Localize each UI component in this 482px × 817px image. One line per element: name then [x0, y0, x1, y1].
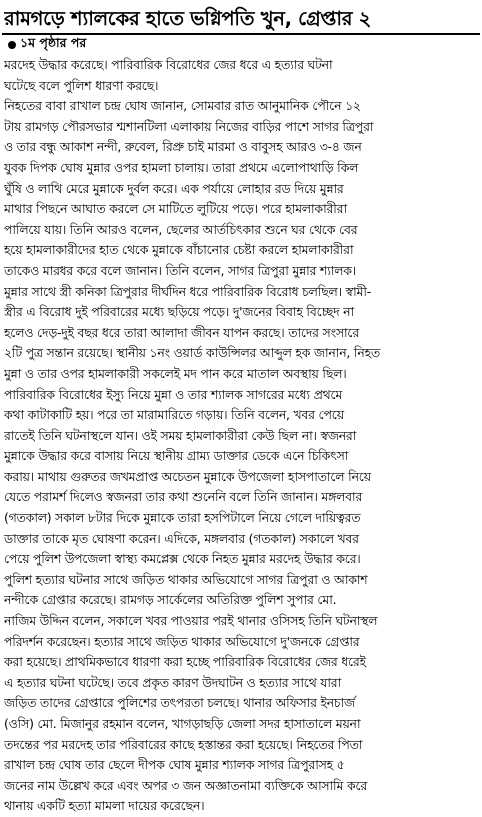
article-line: ঘটেছে বলে পুলিশ ধারণা করছে। [4, 77, 159, 93]
article-line: থানায় একটি হত্যা মামলা দায়ের করেছেন। [4, 798, 205, 814]
article-line: এ হত্যার ঘটনা ঘটেছে। তবে প্রকৃত কারণ উদঘাটন ও হত্যার সাথে যারা [4, 674, 342, 690]
article-line: পারিবারিক বিরোধের ইস্যু নিয়ে মুন্না ও তার শ্যালক সাগরের মধ্যে প্রথমে [4, 386, 343, 402]
article-line: মরদেহ উদ্ধার করেছে। পারিবারিক বিরোধের জের ধরে এ হত্যার ঘটনা [4, 57, 333, 72]
article-line: মুন্না ও তার ওপর হামলাকারী সকলেই মদ পান করে মাতাল অবস্থায় ছিল। [4, 365, 347, 381]
article-line: ডাক্তার তাকে মৃত ঘোষণা করেন। এদিকে, মঙ্গলবার (গতকাল) সকালে খবর [4, 530, 359, 546]
article-line: পরিদর্শন করেছেন। হত্যার সাথে জড়িত থাকার অভিযোগে দু'জনকে গ্রেপ্তার [4, 633, 360, 649]
article-line: তদন্তের পর মরদেহ তার পরিবারের কাছে হস্তান্তর করা হয়েছে। নিহতের পিতা [4, 736, 363, 752]
article-line: নিহতের বাবা রাখাল চন্দ্র ঘোষ জানান, সোমবার রাত আনুমানিক পৌনে ১২ [4, 98, 361, 114]
article-line: পুলিশ হত্যার ঘটনার সাথে জড়িত থাকার অভিযোগে সাগর ত্রিপুরা ও আকাশ [4, 571, 368, 587]
article-line: করায়। মাথায় গুরুতর জখমপ্রাপ্ত অচেতন মুন্নাকে উপজেলা হাসপাতালে নিয়ে [4, 468, 371, 484]
article-line: নন্দীকে গ্রেপ্তার করেছে। রামগড় সার্কেলের অতিরিক্ত পুলিশ সুপার মো. [4, 592, 337, 608]
article-line: মুন্নার সাথে স্ত্রী কনিকা ত্রিপুরার দীর্ঘদিন ধরে পারিবারিক বিরোধ চলছিল। স্বামী- [4, 283, 371, 299]
article-line: রাতেই তিনি ঘটনাস্থলে যান। ওই সময় হামলাকারীরা কেউ ছিল না। স্বজনরা [4, 427, 357, 443]
continuation-marker [4, 36, 86, 54]
article-line: রাখাল চন্দ্র ঘোষ তার ছেলে দীপক ঘোষ মুন্নার শ্যালক সাগর ত্রিপুরাসহ ৫ [4, 757, 345, 773]
article-line: ঘুঁষি ও লাথি মেরে মুন্নাকে দুর্বল করে। এক পর্যায়ে লোহার রড দিয়ে মুন্নার [4, 180, 344, 196]
article-line: (গতকাল) সকাল ৮টার দিকে মুন্নাকে তারা হসপিটালে নিয়ে গেলে দায়িত্বরত [4, 510, 361, 526]
article-line: টায় রামগড় পৌরসভার শ্মশানটিলা এলাকায় নিজের বাড়ির পাশে সাগর ত্রিপুরা [4, 118, 374, 134]
article-line: নাজিম উদ্দিন বলেন, সকালে খবর পাওয়ার পরই থানার ওসিসহ তিনি ঘটনাস্থল [4, 613, 378, 629]
article-body [4, 55, 480, 817]
article-line: মুন্নাকে উদ্ধার করে বাসায় নিয়ে স্থানীয় গ্রাম্য ডাক্তার ডেকে এনে চিকিৎসা [4, 448, 349, 464]
article-line: যেতে পরামর্শ দিলেও স্বজনরা তার কথা শুনেনি বলে তিনি জানান। মঙ্গলবার [4, 489, 363, 505]
article-line: স্ত্রীর এ বিরোধ দুই পরিবারের মধ্যে ছড়িয়ে পড়ে। দু'জনের বিবাহ বিচ্ছেদ না [4, 304, 354, 320]
article-line: পেয়ে পুলিশ উপজেলা স্বাস্থ্য কমপ্লেক্স থেকে নিহত মুন্নার মরদেহ উদ্ধার করে। [4, 551, 361, 567]
continuation-label: ১ম পৃষ্ঠার পর [20, 35, 87, 50]
article-line: হয়ে হামলাকারীদের হাত থেকে মুন্নাকে বাঁচানোর চেষ্টা করলে হামলাকারীরা [4, 242, 354, 258]
article-line: পালিয়ে যায়। তিনি আরও বলেন, ছেলের আর্তচিৎকার শুনে ঘর থেকে বের [4, 221, 358, 237]
article-line: হলেও দেড়-দুই বছর ধরে তারা আলাদা জীবন যাপন করছে। তাদের সংসারে [4, 324, 360, 340]
article-line: জড়িত তাদের গ্রেপ্তারে পুলিশের তৎপরতা চলছে। থানার অফিসার ইনচার্জ [4, 695, 355, 711]
article-line: ২টি পুত্র সন্তান রয়েছে। স্থানীয় ১নং ওয়ার্ড কাউন্সিলর আব্দুল হক জানান, নিহত [4, 345, 381, 361]
article-line: ও তার বন্ধু আকাশ নন্দী, রুবেল, রিপ্রু চাই মারমা ও বাবুসহ আরও ৩-৪ জন [4, 139, 362, 155]
article-line: (ওসি) মো. মিজানুর রহমান বলেন, খাগড়াছড়ি জেলা সদর হাসাতালে ময়না [4, 716, 361, 731]
article-line: যুবক দিপক ঘোষ মুন্নার ওপর হামলা চালায়। তারা প্রথমে এলোপাথাড়ি কিল [4, 159, 359, 175]
article-line: করা হয়েছে। প্রাথমিকভাবে ধারণা করা হচ্ছে পারিবারিক বিরোধের জের ধরেই [4, 654, 366, 670]
bullet-icon [8, 41, 16, 49]
headline: রামগড়ে শ্যালকের হাতে ভগ্নিপতি খুন, গ্রেপ্তার ২ [4, 7, 372, 30]
article-line: মাথার পিছনে আঘাত করলে সে মাটিতে লুটিয়ে পড়ে। পরে হামলাকারীরা [4, 201, 347, 217]
article-line: জনের নাম উল্লেখ করে এবং অপর ৩ জন অজ্ঞাতনামা ব্যক্তিকে আসামি করে [4, 777, 368, 793]
article-line: কথা কাটাকাটি হয়। পরে তা মারামারিতে গড়ায়। তিনি বলেন, খবর পেয়ে [4, 407, 344, 423]
article-line: তাকেও মারধর করে বলে জানান। তিনি বলেন, সাগর ত্রিপুরা মুন্নার শ্যালক। [4, 262, 356, 278]
